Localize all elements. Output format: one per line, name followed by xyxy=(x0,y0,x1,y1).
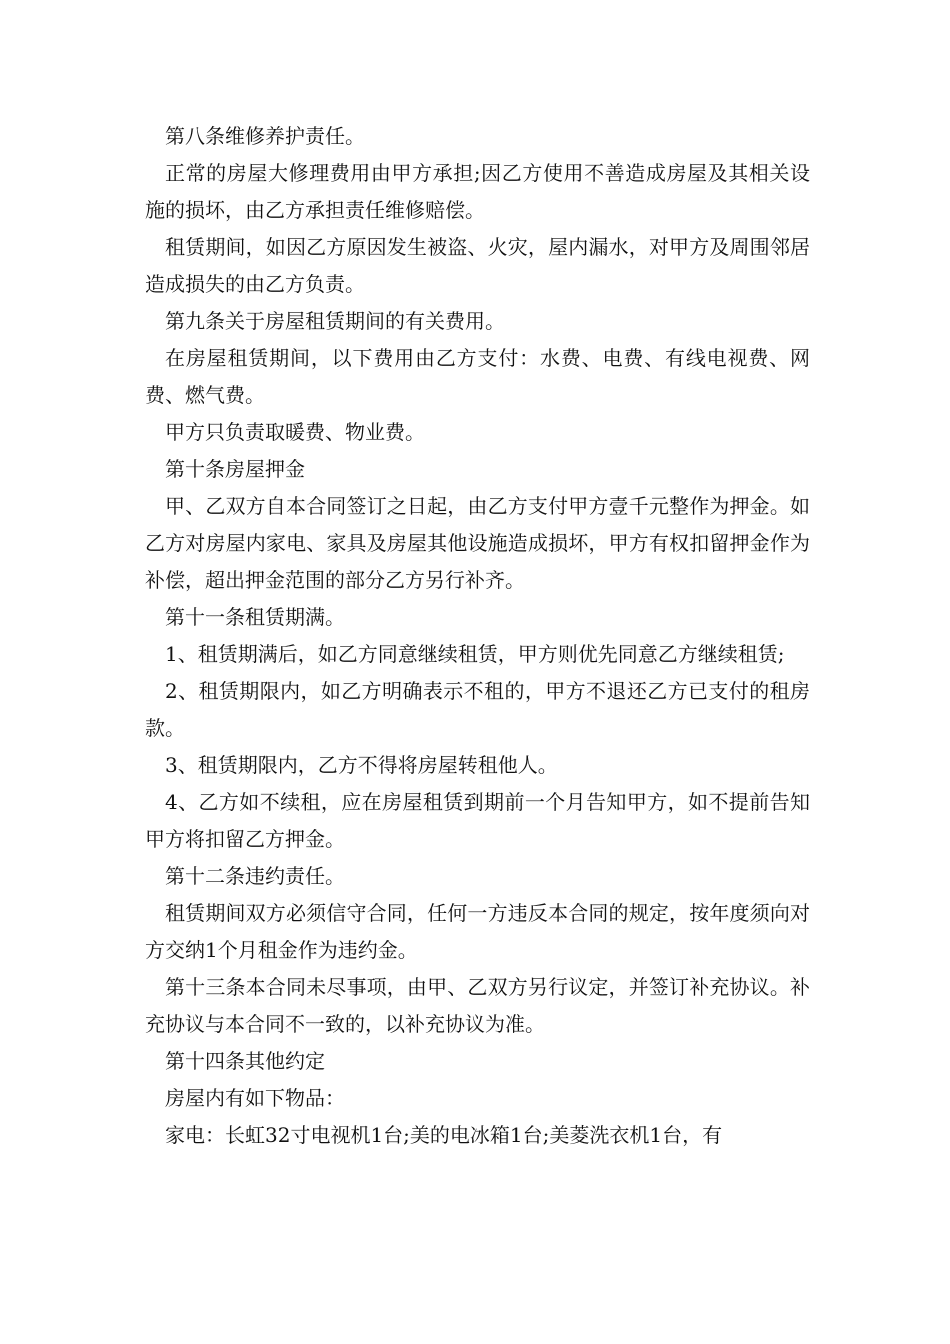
article-8-heading: 第八条维修养护责任。 xyxy=(165,124,365,148)
article-12-paragraph-1: 租赁期间双方必须信守合同，任何一方违反本合同的规定，按年度须向对方交纳1个月租金作为违约金。 xyxy=(145,901,810,962)
article-11-heading: 第十一条租赁期满。 xyxy=(165,605,345,629)
document-body xyxy=(145,118,810,1154)
article-10-heading: 第十条房屋押金 xyxy=(165,457,305,481)
article-9-heading: 第九条关于房屋租赁期间的有关费用。 xyxy=(165,309,505,333)
article-13-paragraph: 第十三条本合同未尽事项，由甲、乙双方另行议定，并签订补充协议。补充协议与本合同不一致的，以补充协议为准。 xyxy=(145,975,810,1036)
article-9-paragraph-1: 在房屋租赁期间，以下费用由乙方支付：水费、电费、有线电视费、网费、燃气费。 xyxy=(145,346,810,407)
article-11-item-3: 3、租赁期限内，乙方不得将房屋转租他人。 xyxy=(165,753,558,777)
article-8-paragraph-1: 正常的房屋大修理费用由甲方承担;因乙方使用不善造成房屋及其相关设施的损坏，由乙方承担责任维修赔偿。 xyxy=(145,161,810,222)
article-10-paragraph-1: 甲、乙双方自本合同签订之日起，由乙方支付甲方壹千元整作为押金。如乙方对房屋内家电、家具及房屋其他设施造成损坏，甲方有权扣留押金作为补偿，超出押金范围的部分乙方另行补齐。 xyxy=(145,494,810,592)
article-11-item-1: 1、租赁期满后，如乙方同意继续租赁，甲方则优先同意乙方继续租赁; xyxy=(165,642,785,666)
article-11-item-4: 4、乙方如不续租，应在房屋租赁到期前一个月告知甲方，如不提前告知甲方将扣留乙方押金。 xyxy=(145,790,810,851)
article-9-paragraph-2: 甲方只负责取暖费、物业费。 xyxy=(165,420,425,444)
article-8-paragraph-2: 租赁期间，如因乙方原因发生被盗、火灾，屋内漏水，对甲方及周围邻居造成损失的由乙方负责。 xyxy=(145,235,810,296)
article-14-heading: 第十四条其他约定 xyxy=(165,1049,325,1073)
article-11-item-2: 2、租赁期限内，如乙方明确表示不租的，甲方不退还乙方已支付的租房款。 xyxy=(145,679,810,740)
article-14-paragraph-1: 房屋内有如下物品： xyxy=(165,1086,345,1110)
article-12-heading: 第十二条违约责任。 xyxy=(165,864,345,888)
article-14-paragraph-2: 家电：长虹32寸电视机1台;美的电冰箱1台;美菱洗衣机1台，有 xyxy=(165,1123,723,1147)
